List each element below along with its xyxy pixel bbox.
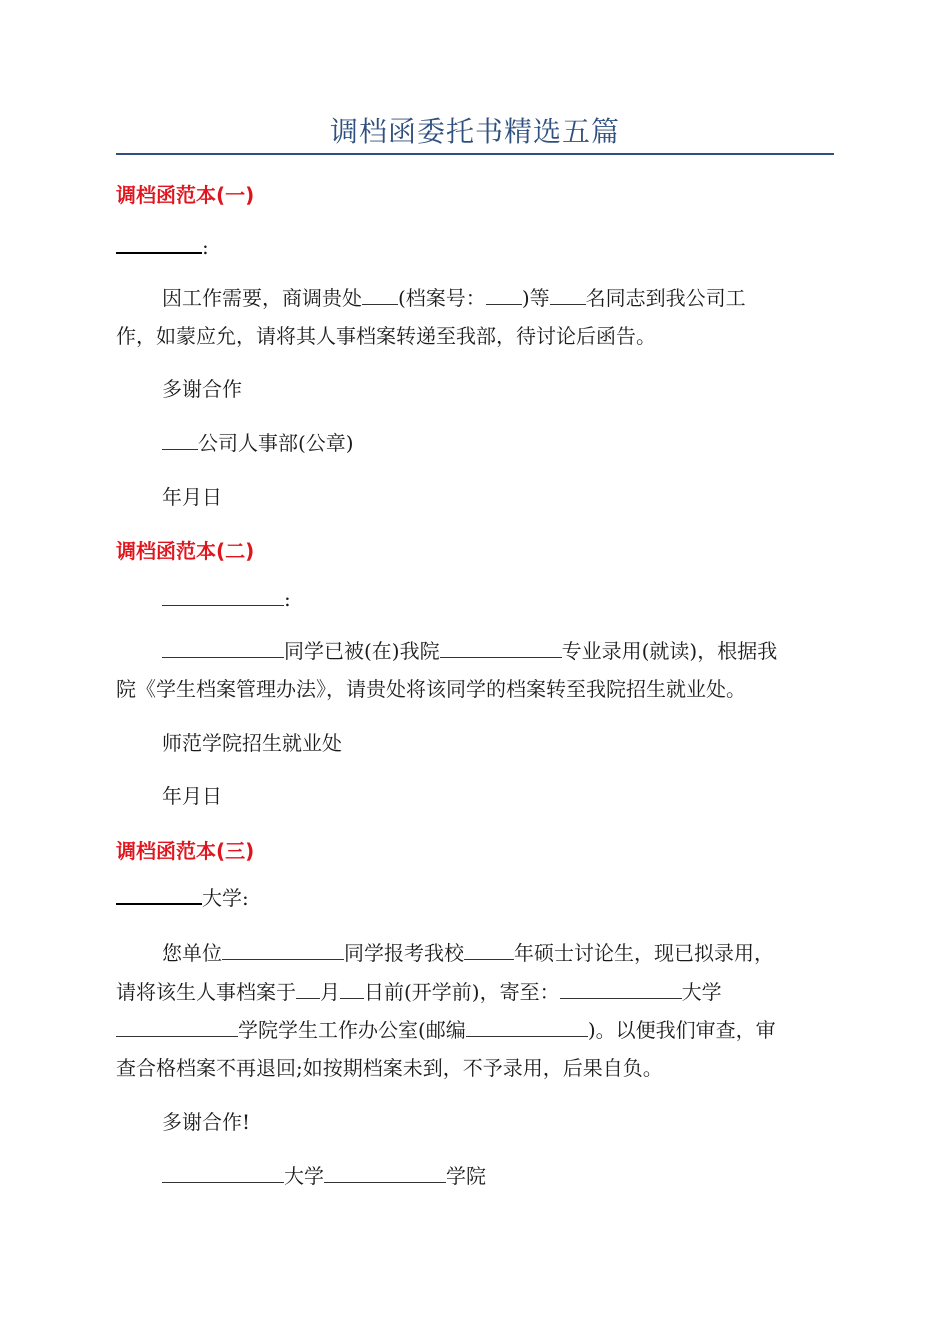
- section-1-salutation: :: [116, 232, 834, 261]
- section-2-salutation: :: [116, 585, 880, 613]
- blank-field: [162, 429, 198, 450]
- blank-field: [486, 284, 522, 305]
- section-2-heading: 调档函范本(二): [116, 539, 255, 563]
- section-3-body-line-4: 查合格档案不再退回;如按期档案未到，不予录用，后果自负。: [116, 1056, 663, 1080]
- section-3-salutation: 大学:: [116, 883, 834, 912]
- blank-field: [440, 637, 562, 658]
- blank-field: [162, 637, 284, 658]
- blank-field: [324, 1162, 446, 1183]
- section-2-date: 年月日: [162, 784, 222, 808]
- blank-field: [296, 978, 320, 999]
- section-3-body-line-2: 请将该生人事档案于 月 日前(开学前)，寄至： 大学: [116, 980, 722, 1004]
- section-2-signature: 师范学院招生就业处: [162, 731, 342, 755]
- section-3-thanks: 多谢合作!: [162, 1110, 251, 1134]
- blank-field: [116, 883, 202, 905]
- section-3-body-line-3: 学院学生工作办公室(邮编 )。以便我们审查，审: [116, 1016, 834, 1044]
- blank-field: [464, 939, 514, 960]
- blank-field: [340, 978, 364, 999]
- section-2-body-line-2: 院《学生档案管理办法》，请贵处将该同学的档案转至我院招生就业处。: [116, 677, 746, 701]
- blank-field: [162, 1162, 284, 1183]
- section-3-signature: 大学 学院: [116, 1162, 880, 1190]
- document-title: 调档函委托书精选五篇: [329, 115, 620, 148]
- section-2-body-line-1: 同学已被(在)我院 专业录用(就读)，根据我: [116, 637, 880, 665]
- section-1-body-line-1: 因工作需要，商调贵处 (档案号： )等 名同志到我公司工: [162, 286, 746, 310]
- blank-field: [116, 232, 202, 254]
- section-3-heading: 调档函范本(三): [116, 839, 255, 863]
- section-1-heading: 调档函范本(一): [116, 183, 255, 207]
- section-1-thanks: 多谢合作: [162, 377, 242, 401]
- blank-field: [466, 1016, 588, 1037]
- section-1-body-line-2: 作，如蒙应允，请将其人事档案转递至我部，待讨论后函告。: [116, 324, 656, 348]
- blank-field: [560, 978, 682, 999]
- section-3-body-line-1: 您单位 同学报考我校 年硕士讨论生，现已拟录用，: [162, 941, 774, 965]
- blank-field: [162, 585, 284, 606]
- blank-field: [362, 284, 398, 305]
- title-underline: [116, 153, 834, 155]
- blank-field: [116, 1016, 238, 1037]
- blank-field: [550, 284, 586, 305]
- section-1-date: 年月日: [162, 485, 222, 509]
- section-1-signature: 公司人事部(公章): [116, 429, 880, 457]
- blank-field: [222, 939, 344, 960]
